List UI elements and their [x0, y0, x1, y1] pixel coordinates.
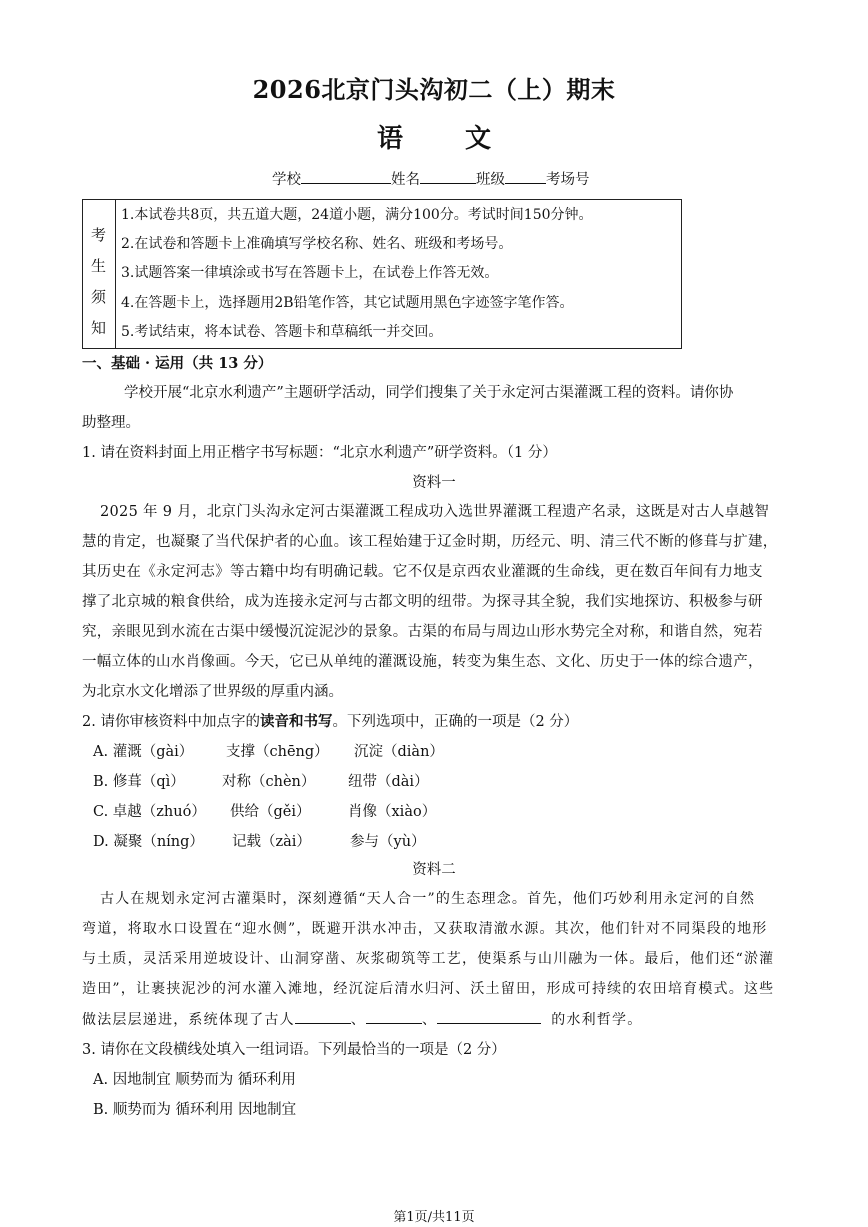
notice-side-label [83, 200, 116, 348]
option-a-item: A. 灌溉（gài） [93, 744, 194, 760]
option-a-item: 沉淀（diàn） [354, 744, 444, 760]
material-1-line: 2025 年 9 月，北京门头沟永定河古渠灌溉工程成功入选世界灌溉工程遗产名录，这既是对古人卓越智 [100, 504, 770, 520]
section-heading: 一、基础 · 运用（共 13 分） [82, 355, 273, 372]
material-1-line: 为北京水文化增添了世界级的厚重内涵。 [82, 684, 343, 700]
question-3: 3. 请你在文段横线处填入一组词语。下列最恰当的一项是（2 分） [82, 1042, 506, 1058]
student-info-line [272, 168, 590, 189]
material-1-title: 资料一 [412, 475, 456, 491]
material-1-line: 一幅立体的山水肖像画。今天，它已从单纯的灌溉设施，转变为集生态、文化、历史于一体的综合遗产， [82, 654, 763, 670]
material-1-line: 撑了北京城的粮食供给，成为连接永定河与古都文明的纽带。为探寻其全貌，我们实地探访、积极参与研 [82, 594, 763, 610]
name-label: 姓名 [391, 172, 420, 188]
school-blank [301, 168, 391, 184]
question-2-prefix: 2. 请你审核资料中加点字的 [82, 714, 260, 730]
notice-side-char: 须 [91, 288, 107, 306]
material-2-line: 古人在规划永定河古灌渠时，深刻遵循“天人合一”的生态理念。首先，他们巧妙利用永定河的自然 [100, 891, 756, 907]
notice-item: 4.在答题卡上，选择题用2B铅笔作答，其它试题用黑色字迹签字笔作答。 [121, 295, 574, 311]
notice-item: 2.在试卷和答题卡上准确填写学校名称、姓名、班级和考场号。 [121, 236, 513, 252]
page-title: 2026北京门头沟初二（上）期末 [252, 75, 616, 104]
q3-option-b: B. 顺势而为 循环利用 因地制宜 [93, 1102, 297, 1118]
material-2-last-suffix: 的水利哲学。 [551, 1012, 643, 1028]
question-1: 1. 请在资料封面上用正楷字书写标题：“北京水利遗产”研学资料。（1 分） [82, 445, 557, 461]
option-d-item: D. 凝聚（níng） [93, 834, 204, 850]
notice-item: 1.本试卷共8页，共五道大题，24道小题，满分100分。考试时间150分钟。 [121, 207, 593, 223]
option-b-item: 纽带（dài） [348, 774, 429, 790]
option-b-item: 对称（chèn） [222, 774, 316, 790]
page-number: 第1页/共11页 [393, 1210, 475, 1225]
option-c-item: 供给（gěi） [230, 804, 311, 820]
material-1-line: 慧的肯定，也凝聚了当代保护者的心血。该工程始建于辽金时期，历经元、明、清三代不断的修葺与扩建， [82, 534, 778, 550]
subject-char-1: 语 [376, 124, 403, 154]
option-a-item: 支撑（chēng） [226, 744, 329, 760]
answer-blank-2 [366, 1008, 422, 1024]
notice-box [82, 199, 682, 349]
notice-side-char: 生 [91, 257, 107, 275]
answer-blank-1 [295, 1008, 351, 1024]
subject-title [0, 118, 868, 155]
material-2-line: 造田”，让裹挟泥沙的河水灌入滩地，经沉淀后清水归河、沃土留田，形成可持续的农田培育模式。这些 [82, 981, 775, 997]
intro-line: 学校开展“北京水利遗产”主题研学活动，同学们搜集了关于永定河古渠灌溉工程的资料。请你协 [124, 385, 734, 401]
material-2-last-prefix: 做法层层递进，系统体现了古人 [82, 1012, 295, 1028]
question-2-suffix: 。下列选项中，正确的一项是（2 分） [332, 714, 579, 730]
intro-line: 助整理。 [82, 415, 140, 431]
q3-option-a: A. 因地制宜 顺势而为 循环利用 [93, 1072, 296, 1088]
notice-side-char: 考 [91, 226, 107, 244]
option-d-item: 参与（yù） [350, 834, 426, 850]
option-c-item: 肖像（xiào） [348, 804, 437, 820]
option-b-item: B. 修葺（qì） [93, 774, 185, 790]
question-2-emphasis: 读音和书写 [259, 713, 333, 730]
class-blank [505, 168, 546, 184]
school-label: 学校 [272, 172, 301, 188]
option-c-item: C. 卓越（zhuó） [93, 804, 206, 820]
blank-separator: 、 [350, 1012, 367, 1028]
answer-blank-3 [437, 1008, 541, 1024]
material-2-line: 与土质，灵活采用逆坡设计、山洞穿凿、灰浆砌筑等工艺，使渠系与山川融为一体。最后，他们还“淤灌 [82, 951, 775, 967]
notice-item: 5.考试结束，将本试卷、答题卡和草稿纸一并交回。 [121, 324, 443, 340]
material-1-line: 其历史在《永定河志》等古籍中均有明确记载。它不仅是京西农业灌溉的生命线，更在数百年间有力地支 [82, 564, 763, 580]
notice-item: 3.试题答案一律填涂或书写在答题卡上，在试卷上作答无效。 [121, 265, 499, 281]
question-2 [82, 710, 578, 731]
name-blank [420, 168, 476, 184]
option-d-item: 记载（zài） [232, 834, 311, 850]
material-1-line: 究，亲眼见到水流在古渠中缓慢沉淀泥沙的景象。古渠的布局与周边山形水势完全对称，和谐自然，宛若 [82, 624, 763, 640]
material-2-title: 资料二 [412, 862, 456, 878]
notice-side-char: 知 [91, 319, 107, 337]
class-label: 班级 [476, 172, 505, 188]
exam-no-label: 考场号 [546, 172, 590, 188]
subject-char-2: 文 [465, 124, 492, 154]
material-2-last-line [82, 1008, 642, 1029]
blank-separator: 、 [422, 1012, 438, 1028]
material-2-line: 弯道，将取水口设置在“迎水侧”，既避开洪水冲击，又获取清澈水源。其次，他们针对不同渠段的地形 [82, 921, 768, 937]
